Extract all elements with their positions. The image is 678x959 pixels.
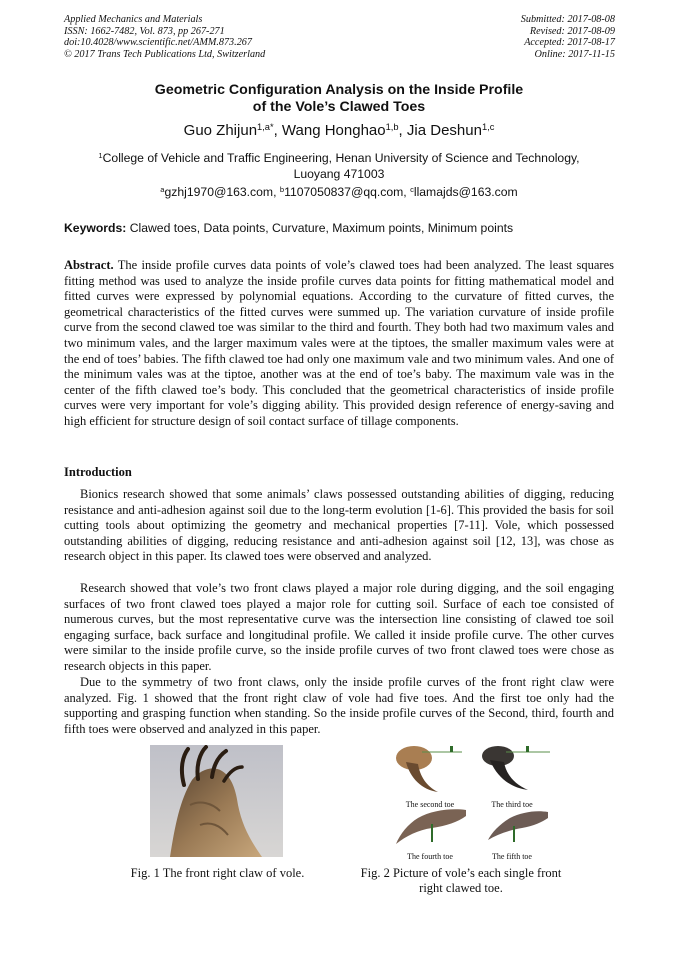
- claw-photo-image: [150, 745, 283, 857]
- journal-doi: doi:10.4028/www.scientific.net/AMM.873.267: [64, 37, 252, 49]
- journal-name: Applied Mechanics and Materials: [64, 14, 203, 25]
- email-c-sup: c: [410, 184, 414, 194]
- date-accepted: Accepted: 2017-08-17: [524, 37, 615, 49]
- toe-image-third: [478, 744, 558, 794]
- affiliation-line-2: Luoyang 471003: [293, 167, 385, 181]
- toe-label-fifth: The fifth toe: [492, 852, 532, 861]
- email-a-sup: a: [160, 184, 165, 194]
- keywords: [64, 220, 616, 236]
- date-revised: Revised: 2017-08-09: [529, 25, 615, 37]
- affiliation-line-1: College of Vehicle and Traffic Engineering, Henan University of Science and Technology,: [102, 151, 580, 165]
- author-1-sup: 1,a*: [257, 121, 274, 132]
- date-online: Online: 2017-11-15: [534, 48, 615, 60]
- date-submitted: Submitted: 2017-08-08: [520, 14, 615, 25]
- toe-image-fifth: [478, 800, 558, 850]
- title-line-1: Geometric Configuration Analysis on the Inside Profile: [154, 82, 524, 98]
- email-a[interactable]: gzhj1970@163.com,: [164, 185, 277, 199]
- section-heading-introduction: Introduction: [64, 465, 132, 479]
- author-2: Wang Honghao: [281, 122, 386, 139]
- toe-image-second: [392, 744, 472, 794]
- keywords-text: Clawed toes, Data points, Curvature, Maximum points, Minimum points: [129, 221, 514, 235]
- email-c[interactable]: llamajds@163.com: [413, 185, 518, 199]
- figure-2-caption: [350, 866, 572, 896]
- abstract: [64, 258, 614, 430]
- author-3-sup: 1,c: [481, 121, 495, 132]
- figure-2-caption-line-2: right clawed toe.: [419, 881, 503, 895]
- figure-1-claw-photo: [150, 745, 283, 857]
- author-2-sup: 1,b: [385, 121, 399, 132]
- toe-label-second: The second toe: [405, 800, 455, 809]
- toe-image-fourth: [392, 800, 472, 850]
- email-list: [64, 184, 614, 200]
- journal-header-right: [521, 14, 615, 60]
- abstract-label: Abstract.: [64, 258, 114, 272]
- paper-title: [64, 82, 614, 116]
- figure-2-caption-line-1: Fig. 2 Picture of vole’s each single front: [360, 866, 562, 880]
- intro-paragraph-3: Due to the symmetry of two front claws, only the inside profile curves of the front right claw were analyzed. Fig. 1 showed that the front right claw of vole had five toes. And the first toe only had the supporting and grasping function when standing. So the inside profile curves of the Second, third, fourth and fifth toes were observed and analyzed in this paper.: [64, 675, 614, 736]
- journal-copyright: © 2017 Trans Tech Publications Ltd, Switzerland: [64, 48, 266, 60]
- toe-label-fourth: The fourth toe: [407, 852, 453, 861]
- affiliation-sup: 1: [98, 150, 103, 160]
- figure-1-caption: Fig. 1 The front right claw of vole.: [130, 866, 305, 880]
- intro-paragraph-2: Research showed that vole’s two front claws played a major role during digging, and the soil engaging surfaces of two front clawed toes played a major role for cutting soil. Surface of each toe consisted of numerous curves, but the most representative curve was the intersection line consisting of clawed toe soil engaging surface, back surface and longitudinal profile. We called it inside profile curve. The other curves were similar to the inside profile curve, so the inside profile curves of two front clawed toes were chose as research objects in this paper.: [64, 581, 614, 673]
- email-b[interactable]: 1107050837@qq.com,: [284, 185, 407, 199]
- abstract-text: The inside profile curves data points of vole’s clawed toes had been analyzed. The least squares fitting method was used to analyze the inside profile curves data points for fitting mathematical model and fitted curves were expressed by polynomial equations. According to the curvature of fitted curves, the geometrical characteristics of the fitted curves were summed up. The variation curvature of inside profile curve from the second clawed toe was similar to the third and fourth. They both had two maximum vales and two minimum vales, and the larger maximum vales were at the tiptoes, the smaller maximum vales were at the end of toes’ babies. The fifth clawed toe had only one maximum vale and two minimum vales. And one of the minimum vales was at the tiptoe, another was at the end of toe’s baby. The maximum vale was in the center of the fifth clawed toe’s body. This concluded that the geometrical characteristics of inside profile curves were very important for vole’s digging ability. This provided design reference of energy-saving and high efficient for structure design of soil contact surface of tillage components.: [64, 258, 615, 428]
- intro-paragraph-1: Bionics research showed that some animals’ claws possessed outstanding abilities of digging, reducing resistance and anti-adhesion against soil due to the long-term evolution [1-6]. This provided the basis for soil cutting tools about optimizing the geometry and mechanical properties [7-11]. Vole, which possessed outstanding abilities of digging, reducing resistance and anti-adhesion against soil [12, 13], was chose as research object in this paper. Its clawed toes were observed and analyzed.: [64, 487, 614, 564]
- email-b-sup: b: [279, 184, 285, 194]
- keywords-label: Keywords:: [64, 221, 127, 235]
- author-1: Guo Zhijun: [183, 122, 258, 139]
- author-3: Jia Deshun: [406, 122, 482, 139]
- title-line-2: of the Vole’s Clawed Toes: [252, 99, 426, 115]
- journal-issn: ISSN: 1662-7482, Vol. 873, pp 267-271: [64, 25, 225, 37]
- affiliation: [64, 150, 614, 182]
- toe-label-third: The third toe: [491, 800, 533, 809]
- journal-header-left: [64, 14, 265, 60]
- author-list: Guo Zhijun$^{1,a*}$, Wang Honghao$^{1,b}$, Jia Deshun$^{1,c}$: [183, 121, 495, 139]
